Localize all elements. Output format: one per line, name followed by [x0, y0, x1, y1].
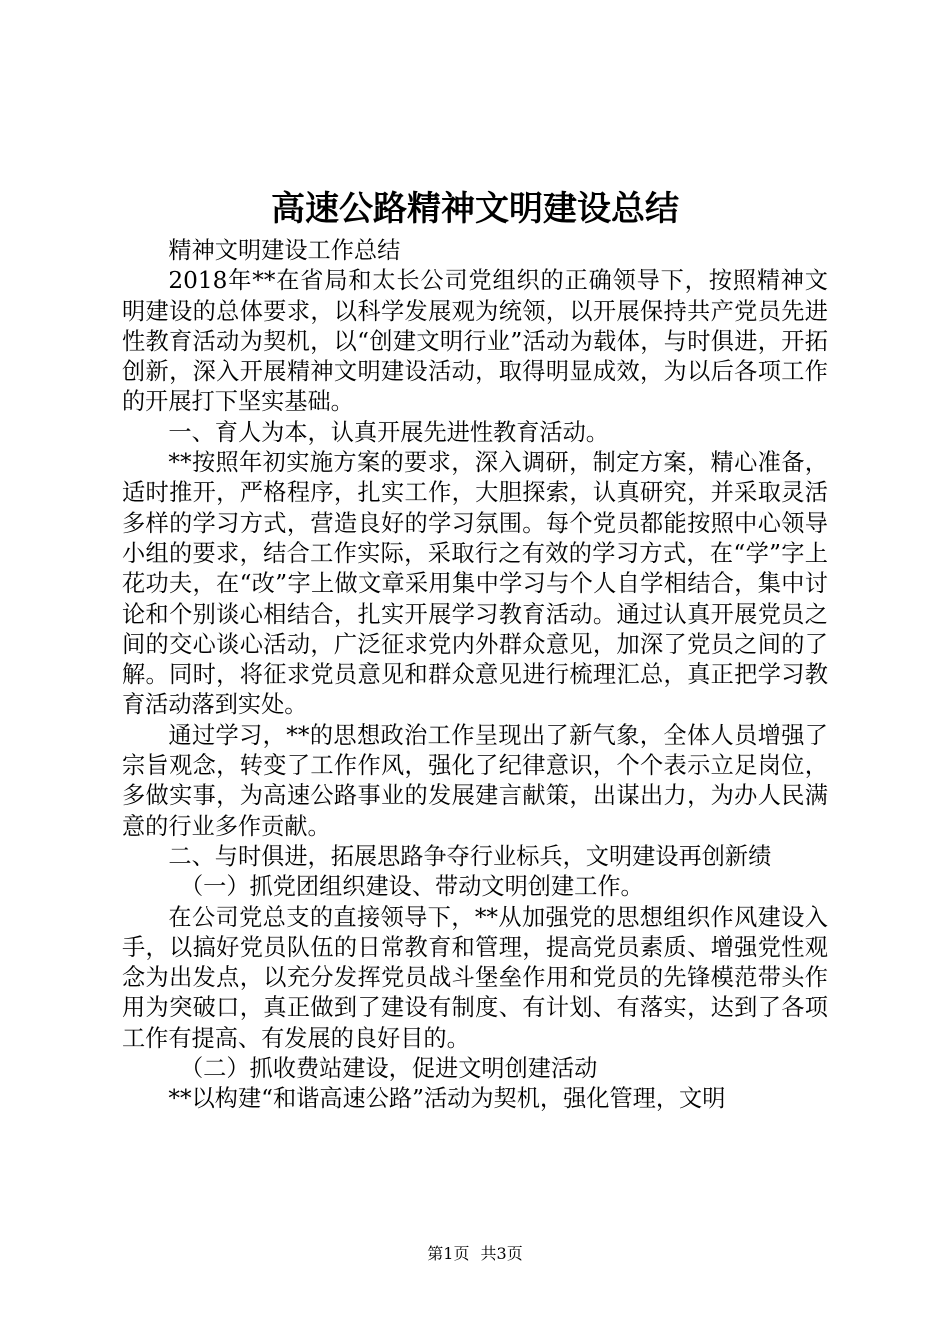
paragraph-1: **按照年初实施方案的要求，深入调研，制定方案，精心准备，适时推开，严格程序，扎实工作，大胆探索，认真研究，并采取灵活多样的学习方式，营造良好的学习氛围。每个党员都能按照中心领导小组的要求，结合工作实际，采取行之有效的学习方式，在“学”字上花功夫，在“改”字上做文章采用集中学习与个人自学相结合，集中讨论和个别谈心相结合，扎实开展学习教育活动。通过认真开展党员之间的交心谈心活动，广泛征求党内外群众意见，加深了党员之间的了解。同时，将征求党员意见和群众意见进行梳理汇总，真正把学习教育活动落到实处。	[122, 449, 828, 719]
document-title: 高速公路精神文明建设总结	[271, 189, 679, 229]
page-total: 共3页	[480, 1244, 523, 1263]
subsection-heading-2: （二）抓收费站建设，促进文明创建活动	[180, 1055, 598, 1083]
paragraph-4: **以构建“和谐高速公路”活动为契机，强化管理，文明	[168, 1085, 726, 1113]
page-number: 第1页	[427, 1244, 470, 1263]
paragraph-2: 通过学习，**的思想政治工作呈现出了新气象，全体人员增强了宗旨观念，转变了工作作风，强化了纪律意识，个个表示立足岗位，多做实事，为高速公路事业的发展建言献策，出谋出力，为办人民满意的行业多作贡献。	[122, 721, 828, 840]
page-footer	[0, 1243, 950, 1265]
paragraph-subtitle: 精神文明建设工作总结	[168, 237, 401, 264]
section-heading-1: 一、育人为本，认真开展先进性教育活动。	[168, 418, 609, 446]
subsection-heading-1: （一）抓党团组织建设、带动文明创建工作。	[180, 873, 644, 901]
paragraph-intro: 2018年**在省局和太长公司党组织的正确领导下，按照精神文明建设的总体要求，以科学发展观为统领，以开展保持共产党员先进性教育活动为契机，以“创建文明行业”活动为载体，与时俱进，开拓创新，深入开展精神文明建设活动，取得明显成效，为以后各项工作的开展打下坚实基础。	[122, 267, 828, 416]
document-body	[122, 236, 828, 1115]
section-heading-2: 二、与时俱进，拓展思路争夺行业标兵，文明建设再创新绩	[168, 842, 772, 870]
paragraph-3: 在公司党总支的直接领导下，**从加强党的思想组织作风建设入手，以搞好党员队伍的日常教育和管理，提高党员素质、增强党性观念为出发点，以充分发挥党员战斗堡垒作用和党员的先锋模范带头作用为突破口，真正做到了建设有制度、有计划、有落实，达到了各项工作有提高、有发展的良好目的。	[122, 903, 828, 1052]
